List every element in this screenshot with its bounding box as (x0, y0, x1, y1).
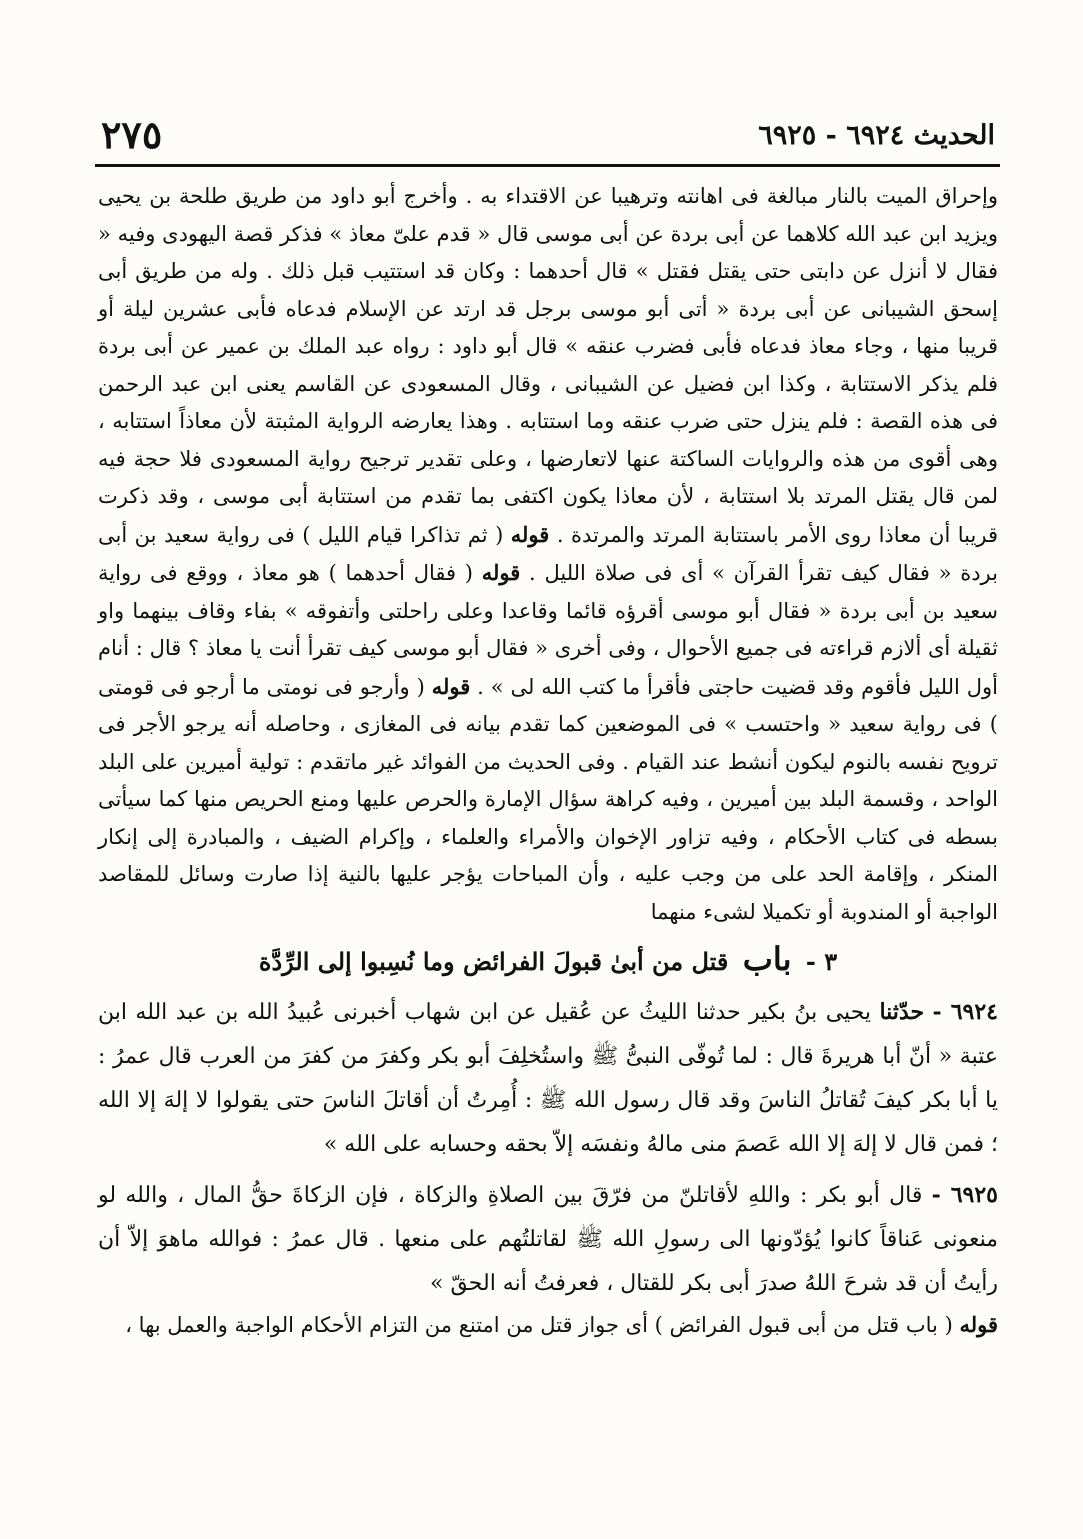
qawluhu-keyword: قوله (959, 1312, 998, 1337)
qawluhu-keyword: قوله (481, 560, 521, 585)
header-rule (95, 164, 1000, 167)
page-body (98, 178, 998, 1345)
hadith-number: ٦٩٢٥ - (931, 1182, 998, 1208)
chapter-bab-word: باب (742, 940, 792, 978)
hadith-6924 (98, 990, 998, 1167)
hadith-number: ٦٩٢٤ - (932, 999, 998, 1025)
chapter-number: ٣ - (805, 947, 838, 976)
commentary-text: ( وأرجو فى نومتى ما أرجو فى قومتى ) فى رواية سعيد « واحتسب » فى الموضعين كما تقدم بيانه فى المغازى ، وحاصله أنه يرجو الأجر فى ترويح نفسه بالنوم ليكون أنشط عند القيام . وفى الحديث من الفوائد غير ماتقدم : تولية أميرين على البلد الواحد ، وقسمة البلد بين أميرين ، وفيه كراهة سؤال الإمارة والحرص عليها ومنع الحريص منها كما سيأتى بسطه فى كتاب الأحكام ، وفيه تزاور الإخوان والأمراء والعلماء ، وإكرام الضيف ، والمبادرة إلى إنكار المنكر ، وإقامة الحد على من وجب عليه ، وأن المباحات يؤجر عليها بالنية إذا صارت وسائل للمقاصد الواجبة أو المندوبة أو تكميلا لشىء منهما (98, 674, 998, 924)
commentary-text: ( ثم تذاكرا قيام الليل ) فى رواية سعيد بن أبى بردة « فقال كيف تقرأ القرآن » أى فى صلاة الليل . (98, 522, 998, 585)
commentary-bottom (98, 1306, 998, 1345)
hadith-text: يحيى بنُ بكير حدثنا الليثُ عن عُقيل عن ابن شهاب أخبرنى عُبيدُ الله بن عبد الله ابن عتبة « أنّ أبا هريرةَ قال : لما تُوفّى النبىُّ ﷺ واستُخلِفَ أبو بكر وكفرَ من كفرَ من العرب قال عمرُ : يا أبا بكر كيفَ تُقاتلُ الناسَ وقد قال رسول الله ﷺ : أُمِرتُ أن أقاتلَ الناسَ حتى يقولوا لا إلهَ إلا الله ؛ فمن قال لا إلهَ إلا الله عَصمَ منى مالهُ ونفسَه إلاّ بحقه وحسابه على الله » (98, 1000, 998, 1157)
running-title: الحديث ٦٩٢٤ - ٦٩٢٥ (758, 120, 995, 151)
qawluhu-keyword: قوله (510, 521, 550, 547)
commentary-text: ( باب قتل من أبى قبول الفرائض ) أى جواز قتل من امتنع من التزام الأحكام الواجبة والعمل بها ، (125, 1313, 953, 1337)
haddathana-keyword: حدّثنا (879, 999, 925, 1025)
commentary-text: ( فقال أحدهما ) هو معاذ ، ووقع فى رواية سعيد بن أبى بردة « فقال أبو موسى أقرؤه قائما وقاعدا وعلى راحلتى وأتفوقه » بفاء وقاف بينهما واو ثقيلة أى ألازم قراءته فى جميع الأحوال ، وفى أخرى « فقال أبو موسى كيف تقرأ أنت يا معاذ ؟ قال : أنام أول الليل فأقوم وقد قضيت حاجتى فأقرأ ما كتب الله لى » . (98, 561, 998, 699)
chapter-title: قتل من أبىٰ قبولَ الفرائض وما نُسِبوا إلى الرِّدَّة (258, 947, 729, 976)
qawluhu-keyword: قوله (431, 673, 471, 699)
commentary-text: وإحراق الميت بالنار مبالغة فى اهانته وترهيبا عن الاقتداء به . وأخرج أبو داود من طريق طلحة بن يحيى ويزيد ابن عبد الله كلاهما عن أبى بردة عن أبى موسى قال « قدم علىّ معاذ » فذكر قصة اليهودى وفيه « فقال لا أنزل عن دابتى حتى يقتل فقتل » قال أحدهما : وكان قد استتيب قبل ذلك . وله من طريق أبى إسحق الشيبانى عن أبى بردة « أتى أبو موسى برجل قد ارتد عن الإسلام فدعاه فأبى عشرين ليلة أو قريبا منها ، وجاء معاذ فدعاه فأبى فضرب عنقه » قال أبو داود : رواه عبد الملك بن عمير عن أبى بردة فلم يذكر الاستتابة ، وكذا ابن فضيل عن الشيبانى ، وقال المسعودى عن القاسم يعنى ابن عبد الرحمن فى هذه القصة : فلم ينزل حتى ضرب عنقه وما استتابه . وهذا يعارضه الرواية المثبتة لأن معاذاً استتابه ، وهى أقوى من هذه والروايات الساكتة عنها لاتعارضها ، وعلى تقدير ترجيح رواية المسعودى فلا حجة فيه لمن قال يقتل المرتد بلا استتابة ، لأن معاذا يكون اكتفى بما تقدم من استتابة أبى موسى ، وقد ذكرت قريبا أن معاذا روى الأمر باستتابة المرتد والمرتدة . (98, 184, 998, 547)
page-number: ٢٧٥ (101, 112, 163, 157)
hadith-text: قال أبو بكر : واللهِ لأقاتلنّ من فرّقَ بين الصلاةِ والزكاة ، فإن الزكاةَ حقُّ المال ، والله لو منعونى عَناقاً كانوا يُؤدّونها الى رسولِ الله ﷺ لقاتلتُهم على منعها . قال عمرُ : فوالله ماهوَ إلاّ أن رأيتُ أن قد شرحَ اللهُ صدرَ أبى بكر للقتال ، فعرفتُ أنه الحقّ » (98, 1183, 998, 1296)
page-header (95, 112, 995, 160)
commentary-top (98, 178, 998, 931)
chapter-heading (98, 939, 998, 982)
hadith-6925 (98, 1173, 998, 1306)
